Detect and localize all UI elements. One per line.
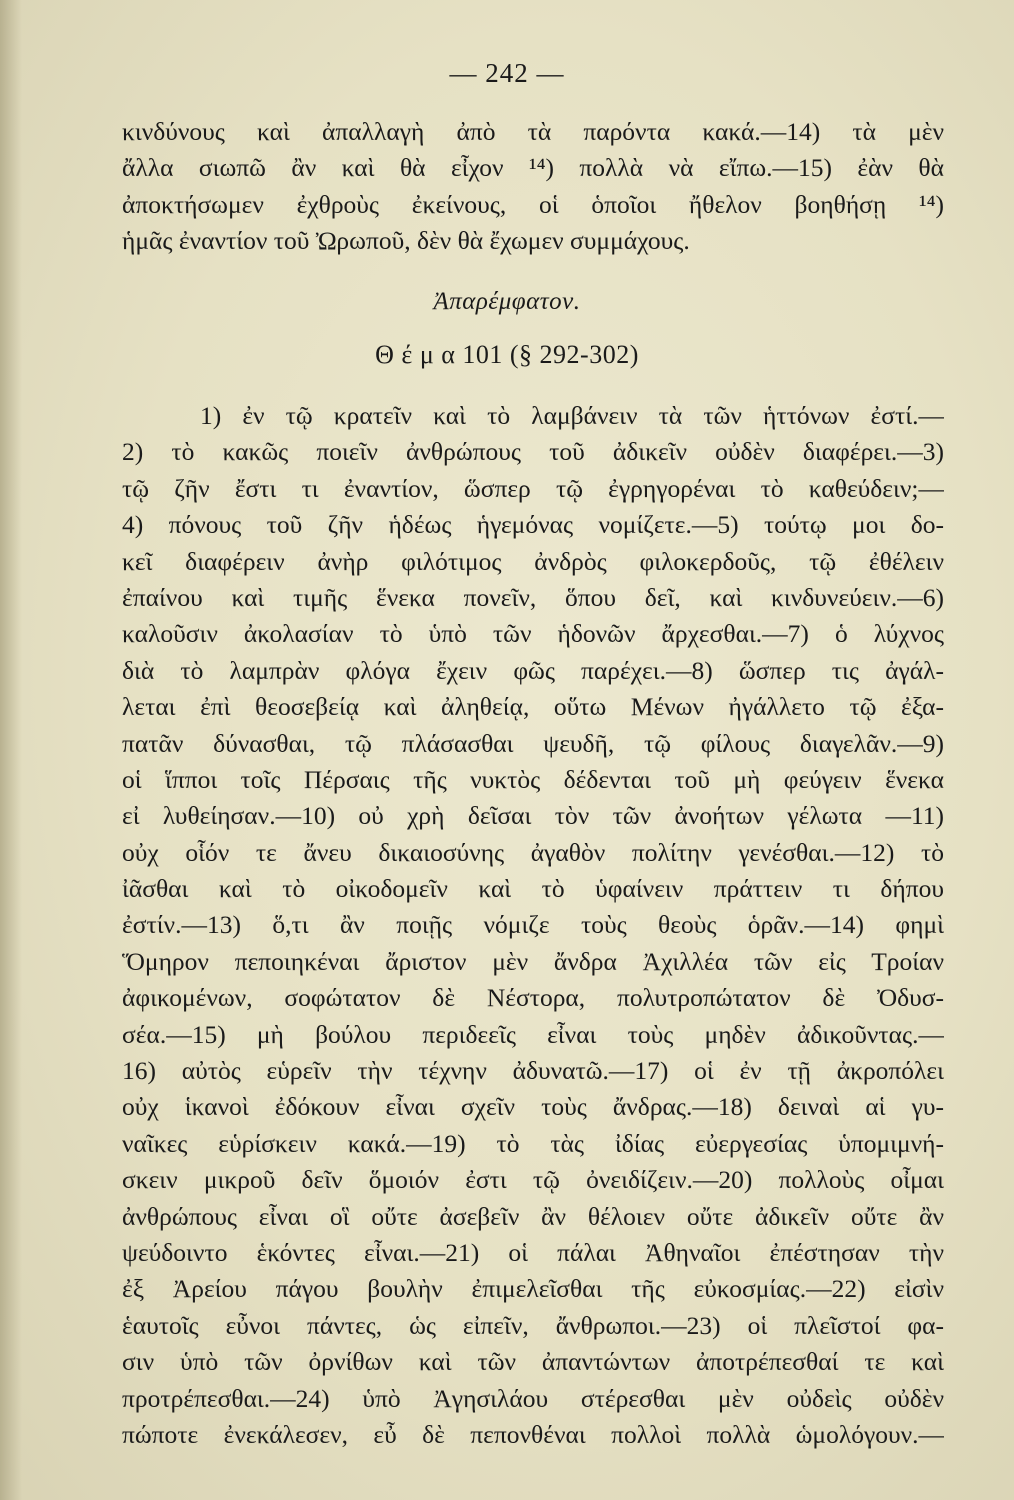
text-line: ἀφικομένων, σοφώτατον δὲ Νέστορα, πολυτροπώτατον δὲ Ὀδυσ- <box>122 983 944 1013</box>
text-line: τῷ ζῆν ἔστι τι ἐναντίον, ὥσπερ τῷ ἐγρηγορέναι τὸ καθεύδειν;— <box>122 473 944 503</box>
top-paragraph <box>122 114 944 260</box>
text-line: ἰᾶσθαι καὶ τὸ οἰκοδομεῖν καὶ τὸ ὑφαίνειν πράττειν τι δήπου <box>122 874 944 904</box>
text-line: ἡμᾶς ἐναντίον τοῦ Ὠρωποῦ, δὲν θὰ ἔχωμεν συμμάχους. <box>122 226 690 256</box>
exercise-title: Θ έ μ α 101 (§ 292-302) <box>375 340 639 369</box>
exercise-text <box>122 398 944 1453</box>
text-line: ἐπαίνου καὶ τιμῆς ἕνεκα πονεῖν, ὅπου δεῖ, καὶ κινδυνεύειν.—6) <box>122 582 944 612</box>
text-line: ναῖκες εὑρίσκειν κακά.—19) τὸ τὰς ἰδίας εὐεργεσίας ὑπομιμνή- <box>122 1128 944 1158</box>
text-line: σέα.—15) μὴ βούλου περιδεεῖς εἶναι τοὺς μηδὲν ἀδικοῦντας.— <box>122 1019 944 1049</box>
text-line: εἰ λυθείησαν.—10) οὐ χρὴ δεῖσαι τὸν τῶν ἀνοήτων γέλωτα —11) <box>122 801 944 831</box>
text-line: διὰ τὸ λαμπρὰν φλόγα ἔχειν φῶς παρέχει.—8) ὥσπερ τις ἀγάλ- <box>122 655 944 685</box>
spine-shadow <box>0 0 22 1500</box>
text-line: Ὅμηρον πεποιηκέναι ἄριστον μὲν ἄνδρα Ἀχιλλέα τῶν εἰς Τροίαν <box>122 946 944 976</box>
text-line: 1) ἐν τῷ κρατεῖν καὶ τὸ λαμβάνειν τὰ τῶν ἡττόνων ἐστί.— <box>200 401 944 430</box>
text-line: λεται ἐπὶ θεοσεβείᾳ καὶ ἀληθείᾳ, οὕτω Μένων ἠγάλλετο τῷ ἐξα- <box>122 692 944 722</box>
text-line: οὐχ ἱκανοὶ ἐδόκουν εἶναι σχεῖν τοὺς ἄνδρας.—18) δειναὶ αἱ γυ- <box>122 1092 944 1122</box>
text-line: 16) αὐτὸς εὑρεῖν τὴν τέχνην ἀδυνατῶ.—17) οἱ ἐν τῇ ἀκροπόλει <box>122 1056 944 1086</box>
text-line: πατᾶν δύνασθαι, τῷ πλάσασθαι ψευδῆ, τῷ φίλους διαγελᾶν.—9) <box>122 728 944 758</box>
text-line: 4) πόνους τοῦ ζῆν ἡδέως ἡγεμόνας νομίζετε.—5) τούτῳ μοι δο- <box>122 510 944 540</box>
section-heading: Ἀπαρέμφατον. <box>433 288 581 315</box>
text-line: ἀνθρώπους εἶναι οἳ οὔτε ἀσεβεῖν ἂν θέλοιεν οὔτε ἀδικεῖν οὔτε ἂν <box>122 1201 944 1231</box>
text-line: ἐξ Ἀρείου πάγου βουλὴν ἐπιμελεῖσθαι τῆς εὐκοσμίας.—22) εἰσὶν <box>122 1274 944 1304</box>
text-line: ἀποκτήσωμεν ἐχθροὺς ἐκείνους, οἱ ὁποῖοι ἤθελον βοηθήσῃ ¹⁴) <box>122 189 944 219</box>
text-line: οἱ ἵπποι τοῖς Πέρσαις τῆς νυκτὸς δέδενται τοῦ μὴ φεύγειν ἕνεκα <box>122 764 944 794</box>
text-line: 2) τὸ κακῶς ποιεῖν ἀνθρώπους τοῦ ἀδικεῖν οὐδὲν διαφέρει.—3) <box>122 437 944 467</box>
text-line: κινδύνους καὶ ἀπαλλαγὴ ἀπὸ τὰ παρόντα κακά.—14) τὰ μὲν <box>122 117 944 146</box>
text-line: ἐστίν.—13) ὅ,τι ἂν ποιῇς νόμιζε τοὺς θεοὺς ὁρᾶν.—14) φημὶ <box>122 910 944 940</box>
text-line: προτρέπεσθαι.—24) ὑπὸ Ἀγησιλάου στέρεσθαι μὲν οὐδεὶς οὐδὲν <box>122 1383 944 1413</box>
text-line: σκειν μικροῦ δεῖν ὅμοιόν ἐστι τῷ ὀνειδίζειν.—20) πολλοὺς οἶμαι <box>122 1165 944 1195</box>
page-number: — 242 — <box>449 58 565 88</box>
text-line: ψεύδοιντο ἑκόντες εἶναι.—21) οἱ πάλαι Ἀθηναῖοι ἐπέστησαν τὴν <box>122 1237 944 1267</box>
text-line: καλοῦσιν ἀκολασίαν τὸ ὑπὸ τῶν ἡδονῶν ἄρχεσθαι.—7) ὁ λύχνος <box>122 619 944 649</box>
text-line: ἑαυτοῖς εὖνοι πάντες, ὡς εἰπεῖν, ἄνθρωποι.—23) οἱ πλεῖστοί φα- <box>122 1310 944 1340</box>
text-line: κεῖ διαφέρειν ἀνὴρ φιλότιμος ἀνδρὸς φιλοκερδοῦς, τῷ ἐθέλειν <box>122 546 944 576</box>
text-line: ἄλλα σιωπῶ ἂν καὶ θὰ εἶχον ¹⁴) πολλὰ νὰ εἴπω.—15) ἐὰν θὰ <box>122 153 944 183</box>
text-line: οὐχ οἷόν τε ἄνευ δικαιοσύνης ἀγαθὸν πολίτην γενέσθαι.—12) τὸ <box>122 837 944 867</box>
text-line: σιν ὑπὸ τῶν ὀρνίθων καὶ τῶν ἀπαντώντων ἀποτρέπεσθαί τε καὶ <box>122 1347 944 1377</box>
text-line: πώποτε ἐνεκάλεσεν, εὖ δὲ πεπονθέναι πολλοὶ πολλὰ ὡμολόγουν.— <box>122 1419 944 1449</box>
